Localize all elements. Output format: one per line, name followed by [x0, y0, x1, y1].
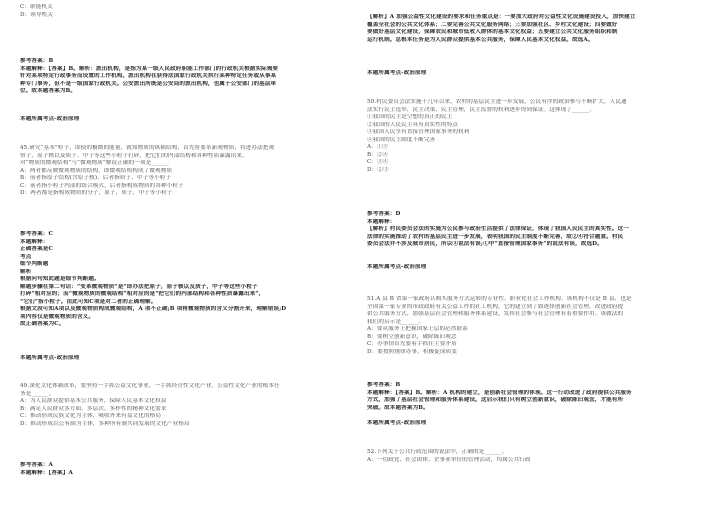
answer-line: 覆盖全社会的公共文化体系；二要完善公共文化服务网络；三要加强社区、乡村文化建设；四要做好	[367, 21, 618, 28]
question-line: B：要树立创新意识，破除陈旧观念	[367, 333, 457, 340]
answer-line: 根据问句知此题是细节判断题。	[20, 276, 100, 282]
text-block	[20, 4, 353, 19]
answer-line: 本题解释：	[367, 218, 396, 225]
question-line: ③我国人民享有直接管理国家事务的权利	[367, 129, 470, 135]
answer-line: 【解析】A 加强公益性文化建设的要求和任务重点是：一要加大政府对公益性文化设施建设投入，加快建立	[367, 14, 636, 20]
question-line: A：为人民群众提供基本公共服务，保障人民基本文化权益	[20, 398, 167, 404]
answer-line: 【解析】村民委员会法的实施为公民参与政治生活提供了法律保证，体现了我国人民民主的真实性。这一	[367, 226, 629, 232]
text-block	[20, 355, 353, 363]
answer-line: 细节判断题	[20, 261, 49, 267]
text-block	[367, 296, 700, 356]
question-line: C：③④	[367, 159, 389, 165]
answer-line: 本题所属考点-政治原理	[20, 355, 80, 361]
question-line: D：领导机关	[20, 11, 54, 18]
question-line: 我们的启示是______。	[367, 318, 425, 325]
answer-line: 参考答案：B	[367, 382, 401, 388]
text-block	[20, 383, 353, 428]
text-block	[367, 382, 700, 412]
question-line: D：要按照规律办事，积极促成质变	[367, 348, 457, 355]
question-line: 法实行民主选举，民主决策，民主管理，民主监督的权利逐步得到保证。这体现了______。	[367, 106, 596, 113]
answer-line: 要做好基层文化建设，保障农民和城市低收入群体的基本文化权益；五要建立公共文化服务组织和制	[367, 29, 618, 35]
text-block	[367, 420, 700, 428]
question-line: A：一切政党、社会团体、企事业单位的管理活动，均属公共行政	[367, 456, 531, 463]
text-block	[20, 231, 353, 329]
answer-line: 方式，加强了基层社会管理和服务体系建设。这启示我们只有树立创新意识，破除陈旧观念，才能有所	[367, 397, 624, 403]
answer-line: 突破。故本题答案为B。	[367, 404, 429, 411]
answer-line: 本题解释：【答案】A	[20, 469, 73, 476]
text-block	[367, 99, 700, 174]
text-block	[20, 58, 353, 96]
question-line: A：两者都反映微观物质的结构，即微观结构构成了微观物质	[20, 167, 173, 174]
question-line: 45.研究“基本”粒子、即使的极微的能量，就知物质的纵横结构，首先将要革新观物质，将进办法把观	[20, 145, 275, 151]
text-block	[367, 211, 700, 249]
question-line: A：要从服务上把握国家上层的必然联系	[367, 326, 468, 332]
answer-line: 本题所属考点-政治原理	[367, 420, 427, 426]
question-line: ②我国的人民民主具有真实性的特点	[367, 121, 459, 128]
answer-line: 本题所属考点-政治原理	[367, 70, 427, 76]
question-line: B：前者指原子结构(含原子核)，后者指质子、中子等小粒子	[20, 175, 172, 181]
text-block	[20, 462, 353, 477]
text-block	[367, 70, 700, 78]
question-line: C：职能机关	[20, 4, 53, 10]
question-line: 49.深化文化体制改革，要坚持一手抓公益文化事业，一手抓经营性文化产业。公益性文化产业的根本任	[20, 383, 280, 389]
answer-line: 项内容仅是微观物质的含义。	[20, 313, 95, 320]
text-block	[367, 14, 700, 44]
answer-line: 本题解释：	[20, 238, 49, 245]
answer-line: 参考答案：B	[20, 58, 54, 64]
question-line: D：推动形成以公有制为主体，多种所有制共同发展的文化产业格局	[20, 420, 190, 427]
answer-line: 委员会法并不涉及城市居民，所以③说法有误;①中“直接管理国家事务”的说法有误，故选D。	[367, 241, 603, 247]
answer-line: 故正确答案为C。	[20, 321, 65, 327]
answer-line: 本题所属考点-政治原理	[20, 116, 80, 122]
answer-line: 根据文段可知A项以及微观物质构成微观结构，A 项不正确;B 项将微观物质的含义分割开来，理解错误;D	[20, 306, 287, 312]
question-line: C：推动形成民族文化为主体，吸收外来有益文化的格局	[20, 413, 162, 419]
answer-line: 参考答案：D	[367, 211, 401, 217]
text-block	[367, 449, 700, 464]
text-block	[20, 116, 353, 124]
question-line: C：前者指小粒子内部的组合模式，后者指构成物质的各种小粒子	[20, 182, 184, 189]
question-line: B：②④	[367, 151, 389, 158]
answer-line: 打碎”相对应的；而“微观物质的微观结构”相对应的是“把它们的内部结构和各种性质暴露出来”，	[20, 291, 265, 297]
question-line: D：②③	[367, 166, 389, 173]
question-line: A：①③	[367, 144, 389, 150]
answer-line: 正确答案是C	[20, 246, 54, 252]
question-line: B：满足人民群众多方面、多层次、多样性的精神文化需求	[20, 405, 167, 412]
answer-line: 位。故本题答案为B。	[20, 88, 77, 94]
answer-line: 法律的实施推动了农村的基层民主进一步发展，表明我国的民主制度不断完善，故②④符合题意。村民	[367, 233, 624, 240]
answer-line: 本题解释：【答案】B。解析：派出机构，是指为某一级人民政府职能工作部门的行政机关根据实际需要	[20, 65, 279, 72]
answer-line: 种专门事务，但不是一级国家行政机关。公安派出所既是公安局的派出机构，也属于公安部门的基层单	[20, 80, 277, 87]
question-line: 51.A 县 B 省第一家政府认购买服务方式运转的专业性、职业化社会工作机构。该机构不仅是 B 县、也是	[367, 296, 632, 302]
answer-line: 解析	[20, 268, 32, 275]
text-block	[367, 264, 700, 272]
question-line: C：办事情首先要着手抓住主要矛盾	[367, 341, 457, 347]
answer-line: 运行机制。总根本任务是为人民群众提供基本公共服务，保障人民基本文化权益。故选A。	[367, 36, 594, 43]
question-line: ①我国的民主是空想的真正的民主	[367, 114, 453, 120]
question-line: 52.下列关于公共行政范围的说法中，正确的是______。	[367, 449, 508, 455]
question-line: D：两者都是指构成物质的分子，原子，质子，中子等小粒子	[20, 190, 173, 196]
question-line: ④我国的民主制度不断完善	[367, 136, 436, 143]
question-line: 50.村民委员会法实施十几年以来，农村的基层民主进一步发展，公民有序的政治参与不断扩大，人民通	[367, 99, 627, 105]
question-line: 全国第一家专业的市政政府有关公益工作的社工机构，它的建立到了如逐择创新社会管理，改进政府提	[367, 303, 624, 310]
answer-line: “它们”指小粒子。由此可知C项是对二者的正确理解。	[20, 298, 157, 305]
text-block	[20, 145, 353, 198]
answer-line: 本题解释：【答案】B。解析：A 机构的建立，是创新社会管理的体现。这一行动改进了政府提供公共服务	[367, 389, 632, 396]
question-line: 对“物质的微观结构”与“微观物质”解说正确的一项是______	[20, 160, 169, 166]
answer-line: 针对某项特定行政事务而设置的工作机构。派出机构在获得法国家行政机关执行某种特定任务或从事某	[20, 73, 277, 79]
answer-line: 参考答案：A	[20, 462, 53, 468]
answer-line: 考点	[20, 253, 32, 260]
answer-line: 本题所属考点-政治原理	[367, 264, 427, 270]
answer-line: 解题步骤在第二句话：“变革微观物质”是“即办法把原子，原子核以及质子，中子等这些小粒子	[20, 283, 258, 290]
answer-line: 参考答案：C	[20, 231, 54, 237]
question-line: 务是______。	[20, 390, 55, 397]
question-line: 察子，原子核以及质子、中子等这些小粒子打碎，把它们的内部结构和各种性质暴露出来。	[20, 152, 248, 159]
question-line: 供公共服务方式，加强基层社会管理和服务体系建设，发挥社会参与社会管理有着重要作用。该做法的	[367, 311, 624, 317]
